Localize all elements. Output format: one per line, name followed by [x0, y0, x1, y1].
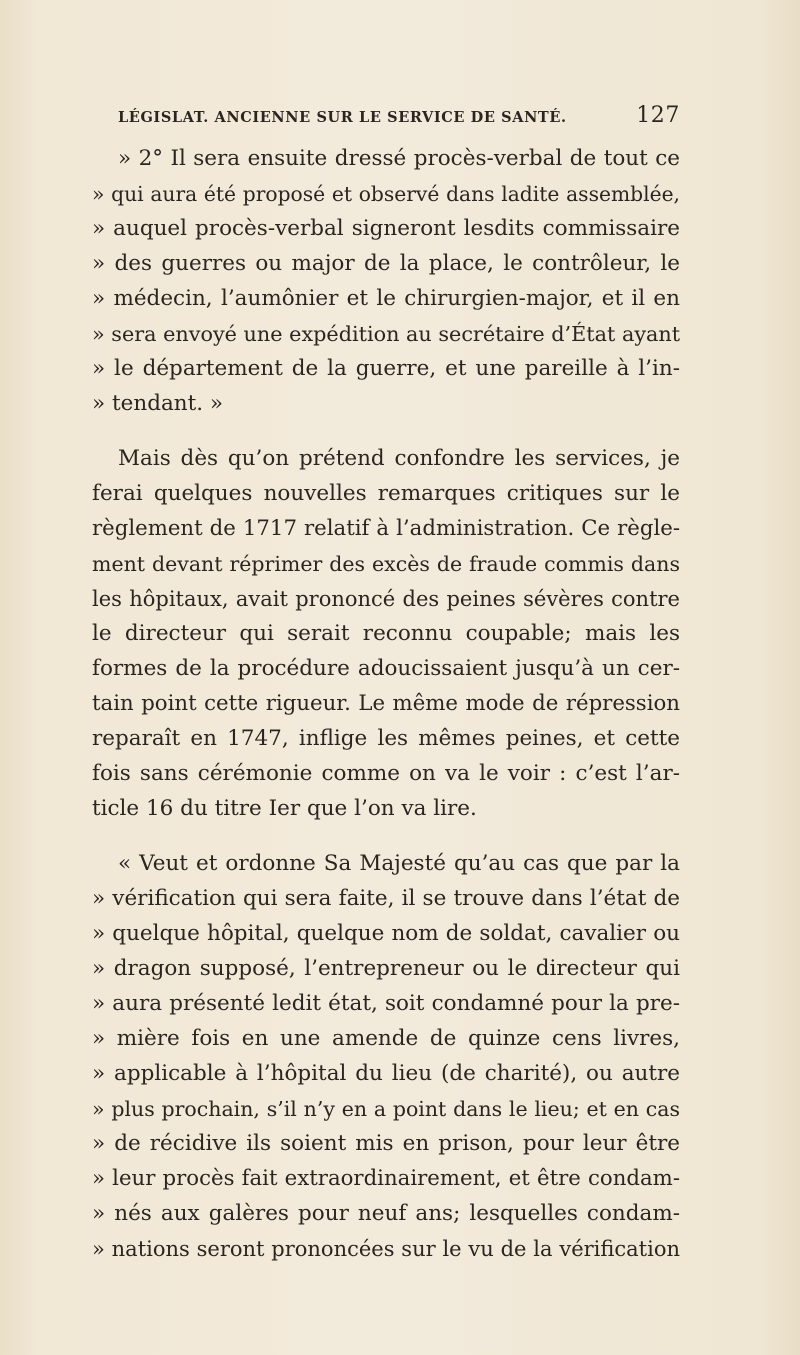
- quote2-line: » aura présenté ledit état, soit condamné pour la pre-: [92, 991, 680, 1016]
- quote2-line: » vérification qui sera faite, il se trouve dans l’état de: [92, 886, 680, 911]
- quote2-line: » nés aux galères pour neuf ans; lesquelles condam-: [92, 1201, 680, 1226]
- quote1-line: » médecin, l’aumônier et le chirurgien-major, et il en: [92, 286, 680, 311]
- paragraph-line: ferai quelques nouvelles remarques critiques sur le: [92, 481, 680, 506]
- paragraph-line: ticle 16 du titre Ier que l’on va lire.: [92, 796, 477, 821]
- quote2-line: » dragon supposé, l’entrepreneur ou le directeur qui: [92, 956, 680, 981]
- quote1-line: » 2° Il sera ensuite dressé procès-verbal de tout ce: [118, 146, 680, 171]
- paragraph-line: reparaît en 1747, inflige les mêmes peines, et cette: [92, 726, 680, 751]
- quote1-line: » des guerres ou major de la place, le contrôleur, le: [92, 251, 680, 276]
- paragraph-line: ment devant réprimer des excès de fraude commis dans: [92, 552, 680, 576]
- paragraph-line: tain point cette rigueur. Le même mode de répression: [92, 691, 680, 716]
- paragraph-line: règlement de 1717 relatif à l’administration. Ce règle-: [92, 516, 680, 541]
- quote2-line: » nations seront prononcées sur le vu de la vérification: [92, 1237, 680, 1261]
- paragraph-line: le directeur qui serait reconnu coupable; mais les: [92, 621, 680, 646]
- running-header: [118, 103, 680, 129]
- quote1-line: » le département de la guerre, et une pareille à l’in-: [92, 356, 680, 381]
- quote2-line: « Veut et ordonne Sa Majesté qu’au cas que par la: [118, 851, 680, 876]
- paragraph-line: fois sans cérémonie comme on va le voir : c’est l’ar-: [92, 761, 680, 786]
- page-number: 127: [636, 103, 680, 128]
- quote1-line: » sera envoyé une expédition au secrétaire d’État ayant: [92, 322, 681, 346]
- quote2-line: » applicable à l’hôpital du lieu (de charité), ou autre: [92, 1061, 680, 1086]
- paragraph-line: Mais dès qu’on prétend confondre les services, je: [118, 446, 680, 471]
- quote1-line: » qui aura été proposé et observé dans ladite assemblée,: [92, 182, 680, 206]
- quote2-line: » mière fois en une amende de quinze cens livres,: [92, 1026, 680, 1051]
- quote2-line: » de récidive ils soient mis en prison, pour leur être: [92, 1131, 680, 1156]
- quote2-line: » quelque hôpital, quelque nom de soldat, cavalier ou: [92, 921, 680, 946]
- quote2-line: » leur procès fait extraordinairement, et être condam-: [92, 1166, 680, 1191]
- paragraph-line: les hôpitaux, avait prononcé des peines sévères contre: [92, 587, 680, 611]
- quote1-line: » tendant. »: [92, 391, 224, 416]
- quote1-line: » auquel procès-verbal signeront lesdits commissaire: [92, 216, 680, 241]
- paragraph-line: formes de la procédure adoucissaient jusqu’à un cer-: [92, 656, 680, 681]
- running-title: LÉGISLAT. ANCIENNE SUR LE SERVICE DE SANTÉ.: [118, 109, 567, 126]
- quote2-line: » plus prochain, s’il n’y en a point dans le lieu; et en cas: [92, 1097, 680, 1121]
